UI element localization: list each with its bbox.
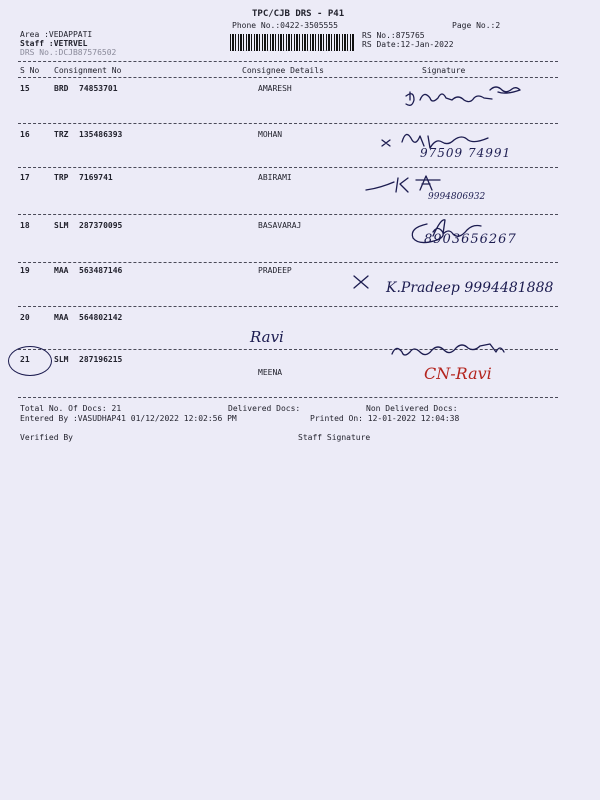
row-divider <box>18 167 558 168</box>
handwritten-phone-row-18: 8903656267 <box>424 232 517 247</box>
column-divider <box>18 77 558 78</box>
barcode <box>230 34 355 51</box>
circled-row-marker <box>8 346 52 376</box>
row-sno: 17 <box>20 173 30 182</box>
row-code: MAA <box>54 266 69 275</box>
row-sno: 20 <box>20 313 30 322</box>
row-consignee-name: PRADEEP <box>258 266 292 275</box>
row-consignee-name: BASAVARAJ <box>258 221 302 230</box>
verified-by-label: Verified By <box>20 433 73 442</box>
page-number: Page No.:2 <box>452 21 501 30</box>
rs-number: RS No.:875765 <box>362 31 425 40</box>
row-code: SLM <box>54 221 69 230</box>
column-header-consignment: Consignment No <box>54 66 122 75</box>
row-sno: 15 <box>20 84 30 93</box>
row-sno: 16 <box>20 130 30 139</box>
signature-row-15 <box>398 82 528 112</box>
column-header-signature: Signature <box>422 66 466 75</box>
row-code: TRP <box>54 173 69 182</box>
drs-number: DRS No.:DCJB87576502 <box>20 48 117 57</box>
printed-on: Printed On: 12-01-2022 12:04:38 <box>310 414 460 423</box>
row-divider <box>18 262 558 263</box>
row-consignee-name: AMARESH <box>258 84 292 93</box>
rs-date: RS Date:12-Jan-2022 <box>362 40 454 49</box>
non-delivered-docs: Non Delivered Docs: <box>366 404 458 413</box>
staff-label: Staff :VETRVEL <box>20 39 88 48</box>
row-divider <box>18 306 558 307</box>
handwritten-name-row-20: Ravi <box>250 328 284 346</box>
handwritten-phone-row-16: 97509 74991 <box>420 146 512 160</box>
cross-mark-row-19 <box>350 272 380 292</box>
row-consignment-number: 287196215 <box>79 355 123 364</box>
area-label: Area :VEDAPPATI <box>20 30 93 39</box>
delivered-docs: Delivered Docs: <box>228 404 301 413</box>
handwritten-name-phone-row-19: K.Pradeep 9994481888 <box>386 280 554 296</box>
phone-number: Phone No.:0422-3505555 <box>232 21 338 30</box>
row-code: TRZ <box>54 130 69 139</box>
row-consignment-number: 135486393 <box>79 130 123 139</box>
row-consignment-number: 287370095 <box>79 221 123 230</box>
entered-by: Entered By :VASUDHAP41 01/12/2022 12:02:56 PM <box>20 414 237 423</box>
row-consignment-number: 564802142 <box>79 313 123 322</box>
signature-row-21 <box>386 340 526 362</box>
row-sno: 18 <box>20 221 30 230</box>
handwritten-red-signature: CN-Ravi <box>424 364 492 383</box>
staff-signature-label: Staff Signature <box>298 433 371 442</box>
sheet-title: TPC/CJB DRS - P41 <box>252 9 345 19</box>
handwritten-phone-row-17: 9994806932 <box>428 192 486 202</box>
row-sno: 21 <box>20 355 30 364</box>
row-code: BRD <box>54 84 69 93</box>
row-consignee-name: ABIRAMI <box>258 173 292 182</box>
row-consignee-name: MOHAN <box>258 130 283 139</box>
total-docs: Total No. Of Docs: 21 <box>20 404 122 413</box>
footer-divider <box>18 397 558 398</box>
row-consignee-name: MEENA <box>258 368 283 377</box>
row-consignment-number: 74853701 <box>79 84 118 93</box>
row-code: SLM <box>54 355 69 364</box>
row-sno: 19 <box>20 266 30 275</box>
row-consignment-number: 563487146 <box>79 266 123 275</box>
row-consignment-number: 7169741 <box>79 173 113 182</box>
row-code: MAA <box>54 313 69 322</box>
column-header-consignee: Consignee Details <box>242 66 324 75</box>
column-header-sno: S No <box>20 66 40 75</box>
header-divider <box>18 61 558 62</box>
